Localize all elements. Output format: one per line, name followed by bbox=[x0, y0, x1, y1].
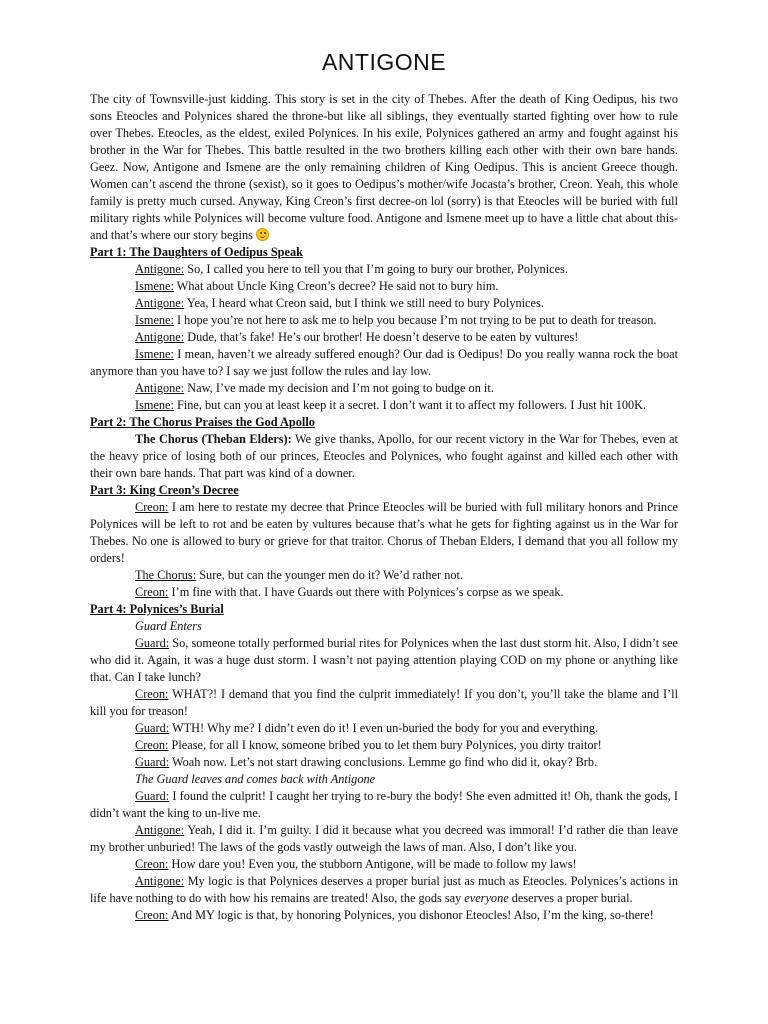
dialogue-text: Naw, I’ve made my decision and I’m not going to budge on it. bbox=[184, 381, 494, 395]
dialogue-line bbox=[90, 397, 678, 414]
dialogue-line bbox=[90, 686, 678, 720]
part-heading: Part 1: The Daughters of Oedipus Speak bbox=[90, 245, 303, 259]
smiley-face-icon bbox=[256, 228, 269, 241]
dialogue-text: Please, for all I know, someone bribed you to let them bury Polynices, you dirty traitor! bbox=[168, 738, 602, 752]
speaker-name: The Chorus (Theban Elders): bbox=[135, 432, 292, 446]
dialogue-line bbox=[90, 584, 678, 601]
dialogue-line bbox=[90, 788, 678, 822]
dialogue-line bbox=[90, 380, 678, 397]
intro-text: The city of Townsville-just kidding. This story is set in the city of Thebes. After the death of King Oedipus, his two sons Eteocles and Polynices shared the throne-but like all siblings, they eventually started fighting over how to rule over Thebes. Eteocles, as the eldest, exiled Polynices. In his exile, Polynices gathered an army and fought against his brother in the War for Thebes. This battle resulted in the two brothers killing each other with their own bare hands. Geez. Now, Antigone and Ismene are the only remaining children of King Oedipus. This is ancient Greece though. Women can’t ascend the throne (sexist), so it goes to Oedipus’s mother/wife Jocasta’s brother, Creon. Yeah, this whole family is pretty much cursed. Anyway, King Creon’s first decree-on lol (sorry) is that Eteocles will be buried with full military rights while Polynices will become vulture food. Antigone and Ismene meet up to have a little chat about this-and that’s where our story begins bbox=[90, 92, 678, 242]
stage-direction-text: Guard Enters bbox=[135, 619, 202, 633]
dialogue-text: We give thanks, Apollo, for our recent victory in the War for Thebes, even at the heavy price of losing both of our princes, Eteocles and Polynices, who fought against and killed each other with their own bare hands. That part was kind of a downer. bbox=[90, 432, 678, 480]
dialogue-text: WHAT?! I demand that you find the culprit immediately! If you don’t, you’ll take the blame and I’ll kill you for treason! bbox=[90, 687, 678, 718]
speaker-name: Antigone: bbox=[135, 874, 185, 888]
dialogue-line bbox=[90, 873, 678, 907]
dialogue-text: I am here to restate my decree that Prince Eteocles will be buried with full military honors and Prince Polynices will be left to rot and be eaten by vultures because that’s what he gets for fighting against us in the War for Thebes. No one is allowed to bury or grieve for that traitor. Chorus of Theban Elders, I demand that you all follow my orders! bbox=[90, 500, 678, 565]
speaker-name: Creon: bbox=[135, 908, 169, 922]
dialogue-text: Yea, I heard what Creon said, but I think we still need to bury Polynices. bbox=[184, 296, 544, 310]
dialogue-text: And MY logic is that, by honoring Polynices, you dishonor Eteocles! Also, I’m the king, so-there! bbox=[168, 908, 654, 922]
dialogue-text: WTH! Why me? I didn’t even do it! I even un-buried the body for you and everything. bbox=[169, 721, 599, 735]
dialogue-text: I hope you’re not here to ask me to help you because I’m not trying to be put to death for treason. bbox=[173, 313, 657, 327]
stage-direction-text: The Guard leaves and comes back with Antigone bbox=[135, 772, 376, 786]
dialogue-text: Fine, but can you at least keep it a secret. I don’t want it to affect my followers. I Just hit 100K. bbox=[173, 398, 647, 412]
dialogue-line bbox=[90, 329, 678, 346]
speaker-name: Antigone: bbox=[135, 823, 185, 837]
dialogue-text-continued: deserves a proper burial. bbox=[508, 891, 633, 905]
dialogue-line bbox=[90, 907, 678, 924]
dialogue-text: How dare you! Even you, the stubborn Antigone, will be made to follow my laws! bbox=[168, 857, 577, 871]
speaker-name: Ismene: bbox=[135, 313, 174, 327]
speaker-name: Antigone: bbox=[135, 296, 185, 310]
dialogue-text: I’m fine with that. I have Guards out there with Polynices’s corpse as we speak. bbox=[168, 585, 564, 599]
dialogue-text: Sure, but can the younger men do it? We’d rather not. bbox=[196, 568, 463, 582]
speaker-name: Creon: bbox=[135, 738, 169, 752]
speaker-name: Guard: bbox=[135, 721, 170, 735]
part-heading: Part 4: Polynices’s Burial bbox=[90, 602, 224, 616]
dialogue-line bbox=[90, 261, 678, 278]
speaker-name: Ismene: bbox=[135, 279, 174, 293]
emphasized-word: everyone bbox=[464, 891, 509, 905]
dialogue-line bbox=[90, 567, 678, 584]
speaker-name: Creon: bbox=[135, 857, 169, 871]
dialogue-text: So, I called you here to tell you that I’m going to bury our brother, Polynices. bbox=[184, 262, 568, 276]
speaker-name: The Chorus: bbox=[135, 568, 197, 582]
dialogue-line bbox=[90, 754, 678, 771]
dialogue-text: I found the culprit! I caught her trying to re-bury the body! She even admitted it! Oh, thank the gods, I didn’t want the king to un-live me. bbox=[90, 789, 678, 820]
dialogue-text: I mean, haven’t we already suffered enough? Our dad is Oedipus! Do you really wanna rock the boat anymore than you have to? I say we just follow the rules and lay low. bbox=[90, 347, 678, 378]
speaker-name: Antigone: bbox=[135, 381, 185, 395]
part-heading: Part 2: The Chorus Praises the God Apollo bbox=[90, 415, 315, 429]
document-page bbox=[90, 48, 678, 924]
speaker-name: Creon: bbox=[135, 687, 169, 701]
dialogue-line bbox=[90, 856, 678, 873]
dialogue-line bbox=[90, 720, 678, 737]
dialogue-line bbox=[90, 822, 678, 856]
dialogue-text: So, someone totally performed burial rites for Polynices when the last dust storm hit. Also, I didn’t see who did it. Again, it was a huge dust storm. I wasn’t not paying attention playing COD on my phone or anything like that. Can I take lunch? bbox=[90, 636, 678, 684]
speaker-name: Guard: bbox=[135, 755, 170, 769]
dialogue-line bbox=[90, 499, 678, 567]
speaker-name: Creon: bbox=[135, 585, 169, 599]
dialogue-line bbox=[90, 312, 678, 329]
speaker-name: Guard: bbox=[135, 636, 170, 650]
dialogue-text: What about Uncle King Creon’s decree? He said not to bury him. bbox=[173, 279, 499, 293]
stage-direction bbox=[90, 771, 678, 788]
dialogue-line bbox=[90, 737, 678, 754]
stage-direction bbox=[90, 618, 678, 635]
dialogue-line bbox=[90, 295, 678, 312]
dialogue-line bbox=[90, 278, 678, 295]
speaker-name: Creon: bbox=[135, 500, 169, 514]
page-title: ANTIGONE bbox=[321, 49, 447, 75]
dialogue-text: Dude, that’s fake! He’s our brother! He doesn’t deserve to be eaten by vultures! bbox=[184, 330, 579, 344]
dialogue-line bbox=[90, 346, 678, 380]
speaker-name: Antigone: bbox=[135, 330, 185, 344]
script-body bbox=[90, 244, 678, 924]
part-heading: Part 3: King Creon’s Decree bbox=[90, 483, 239, 497]
dialogue-text: Yeah, I did it. I’m guilty. I did it because what you decreed was immoral! I’d rather die than leave my brother unburied! The laws of the gods vastly outweigh the laws of man. Also, I don’t like you. bbox=[90, 823, 678, 854]
dialogue-text: My logic is that Polynices deserves a proper burial just as much as Eteocles. Polynices’s actions in life have nothing to do with how his remains are treated! Also, the gods say bbox=[90, 874, 678, 905]
speaker-name: Antigone: bbox=[135, 262, 185, 276]
speaker-name: Ismene: bbox=[135, 398, 174, 412]
speaker-name: Ismene: bbox=[135, 347, 174, 361]
intro-paragraph bbox=[90, 91, 678, 244]
speaker-name: Guard: bbox=[135, 789, 170, 803]
dialogue-line bbox=[90, 431, 678, 482]
dialogue-text: Woah now. Let’s not start drawing conclusions. Lemme go find who did it, okay? Brb. bbox=[169, 755, 598, 769]
dialogue-line bbox=[90, 635, 678, 686]
